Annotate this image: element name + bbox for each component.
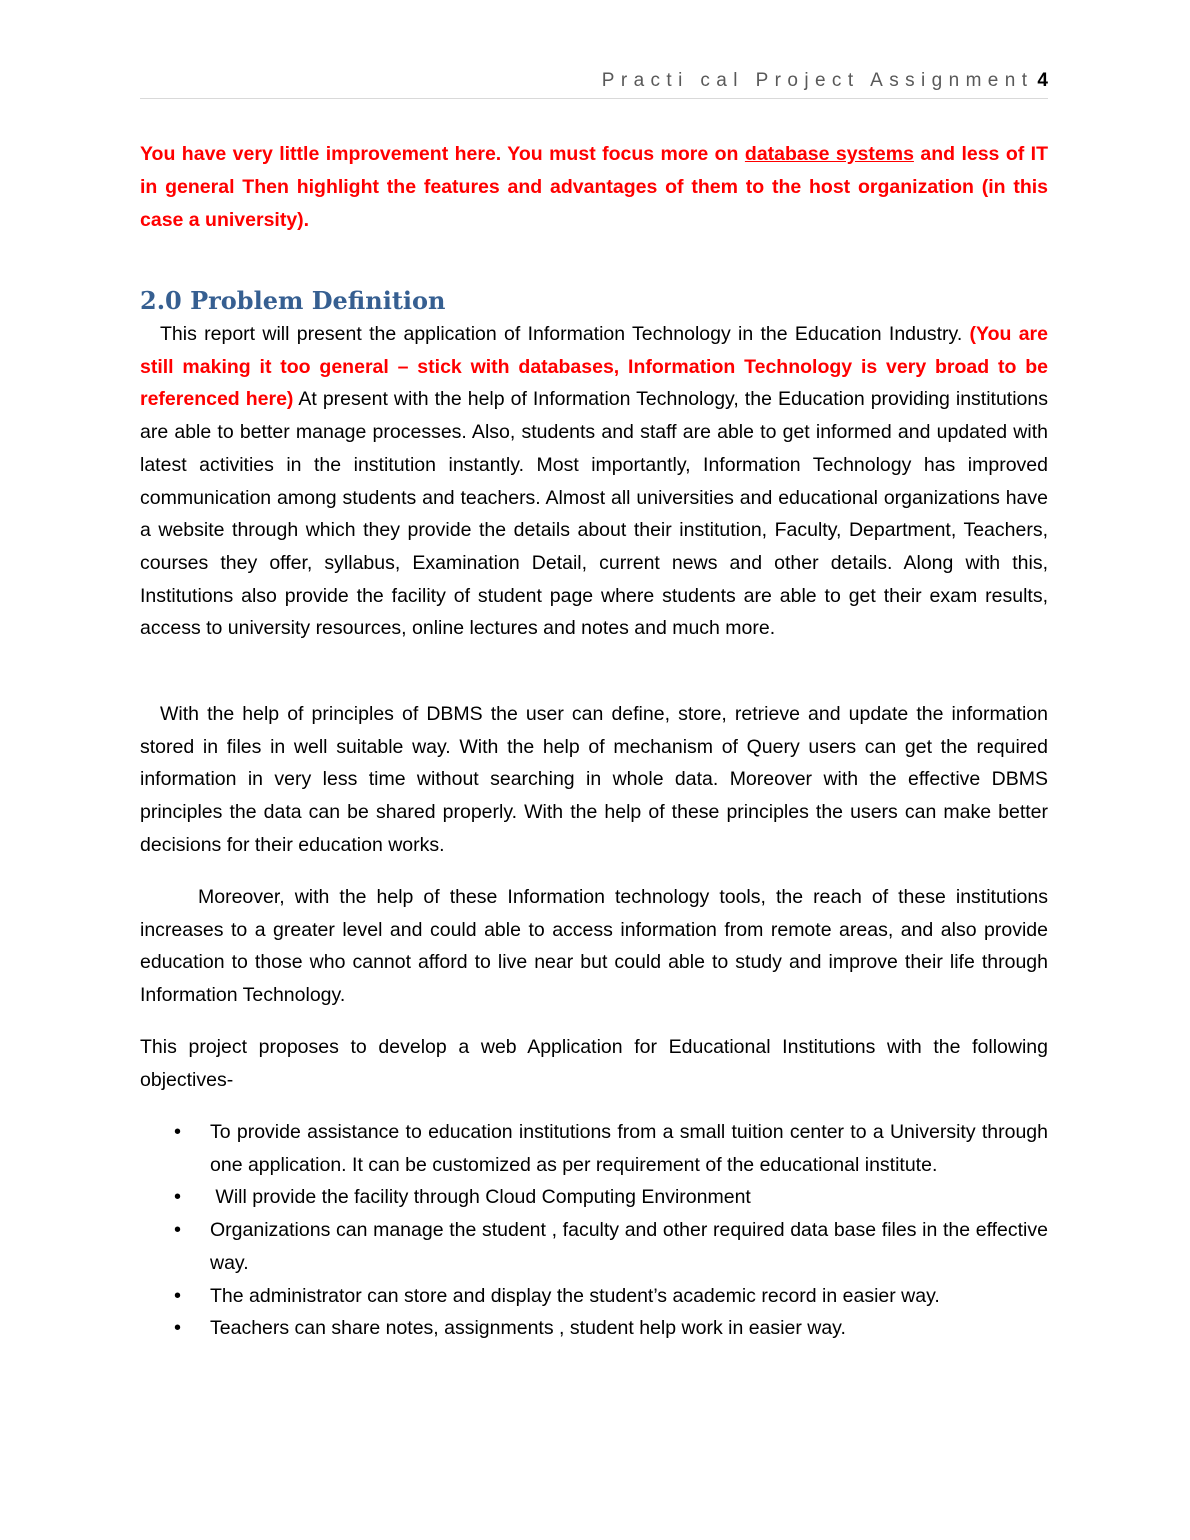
list-item-text: The administrator can store and display the student’s academic record in easier way. <box>210 1284 940 1307</box>
list-item <box>140 1312 1048 1345</box>
header-title: Practi cal Project Assignment <box>601 70 1034 91</box>
comment-underlined-term: database systems <box>744 143 914 165</box>
list-item-text: Will provide the facility through Cloud Computing Environment <box>210 1186 751 1209</box>
paragraph-dbms: With the help of principles of DBMS the user can define, store, retrieve and update the information stored in files in well suitable way. With the help of mechanism of Query users can get the required information in very less time without searching in whole data. Moreover with the effective DBMS principles the data can be shared properly. With the help of these principles the users can make better decisions for their education works. <box>140 703 1048 856</box>
page-number: 4 <box>1037 70 1048 91</box>
paragraph-intro-rest: At present with the help of Information Technology, the Education providing institutions are able to better manage processes. Also, students and staff are able to get informed and updated with latest activities in the institution instantly. Most importantly, Information Technology has improved communication among students and teachers. Almost all universities and educational organizations have a website through which they provide the details about their institution, Faculty, Department, Teachers, courses they offer, syllabus, Examination Detail, current news and other details. Along with this, Institutions also provide the facility of student page where students are able to get their exam results, access to university resources, online lectures and notes and much more. <box>140 388 1048 640</box>
page-header <box>140 70 1048 99</box>
bullet-icon: • <box>174 1121 182 1143</box>
bullet-icon: • <box>174 1186 182 1209</box>
paragraph-intro <box>140 318 1048 645</box>
objectives-list <box>140 1116 1048 1345</box>
list-item <box>140 1181 1048 1214</box>
reviewer-comment <box>140 138 1048 237</box>
bullet-icon: • <box>174 1219 182 1242</box>
list-item-text: Organizations can manage the student , faculty and other required data base files in the effective way. <box>210 1219 1048 1274</box>
list-item-text: To provide assistance to education institutions from a small tuition center to a University through one application. It can be customized as per requirement of the educational institute. <box>210 1121 1048 1176</box>
comment-text-end: and less of IT in general Then highlight the features and advantages of them to the host organization (in this case a university). <box>140 143 1048 231</box>
paragraph-objectives-intro: This project proposes to develop a web Application for Educational Institutions with the following objectives- <box>140 1036 1048 1091</box>
bullet-icon: • <box>174 1284 182 1307</box>
paragraph-intro-start: This report will present the application of Information Technology in the Education Industry. <box>160 323 970 345</box>
list-item <box>140 1280 1048 1313</box>
inline-reviewer-comment: (You are still making it too general – stick with databases, Information Technology is very broad to be referenced here) <box>140 323 1048 411</box>
list-item <box>140 1214 1048 1279</box>
bullet-icon: • <box>174 1317 182 1340</box>
paragraph-reach: Moreover, with the help of these Information technology tools, the reach of these institutions increases to a greater level and could able to access information from remote areas, and also provide education to those who cannot afford to live near but could able to study and improve their life through Information Technology. <box>140 886 1048 1007</box>
comment-text-start: You have very little improvement here. You must focus more on <box>140 143 745 165</box>
list-item <box>140 1116 1048 1181</box>
section-heading: 2.0 Problem Definition <box>140 286 446 315</box>
list-item-text: Teachers can share notes, assignments , student help work in easier way. <box>210 1317 846 1340</box>
